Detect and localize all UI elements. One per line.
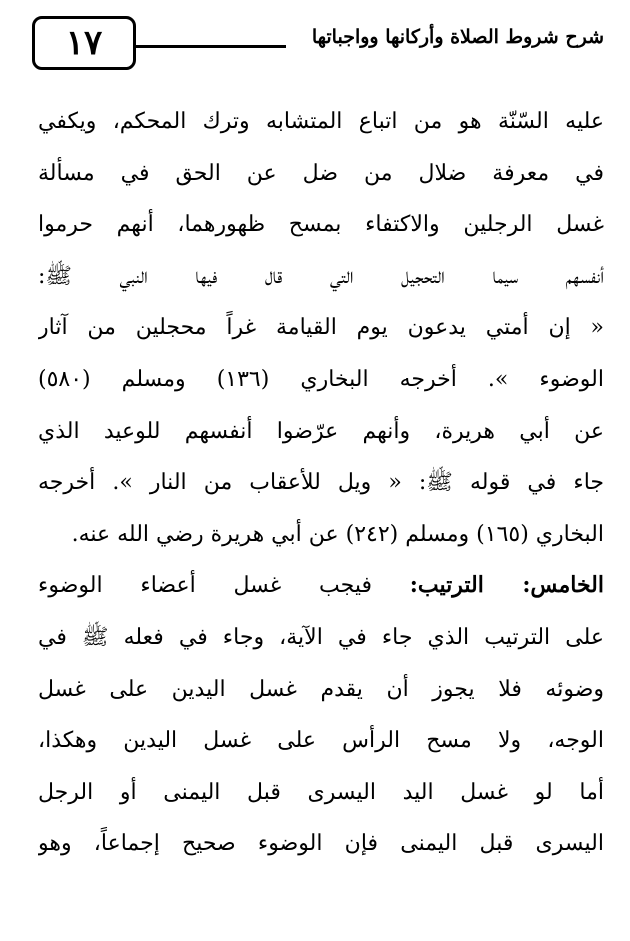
text-line: اليسرى قبل اليمنى فإن الوضوء صحيح إجماعاً، وهو — [38, 831, 604, 857]
text-line: أما لو غسل اليد اليسرى قبل اليمنى أو الرجل — [38, 779, 604, 805]
text-line: « إن أمتي يدعون يوم القيامة غراً محجلين من آثار — [38, 315, 604, 341]
text-line: عن أبي هريرة، وأنهم عرّضوا أنفسهم للوعيد الذي — [38, 418, 604, 444]
text-line: الوضوء ». أخرجه البخاري (١٣٦) ومسلم (٥٨٠) — [38, 366, 604, 392]
text-line: على الترتيب الذي جاء في الآية، وجاء في فعله ﷺ في — [38, 624, 604, 650]
text-line: في معرفة ضلال من ضل عن الحق في مسألة — [38, 160, 604, 186]
page-header — [32, 12, 604, 70]
section-term: الخامس: الترتيب: — [409, 572, 604, 599]
text-line: وضوئه فلا يجوز أن يقدم غسل اليدين على غسل — [38, 676, 604, 702]
text-line: عليه السّنّة هو من اتباع المتشابه وترك المحكم، ويكفي — [38, 109, 604, 134]
text-line: غسل الرجلين والاكتفاء بمسح ظهورهما، أنهم حرموا — [38, 212, 604, 238]
text-line: أنفسهم سيما التحجيل التي قال فيها النبي ﷺ: — [38, 263, 604, 289]
text-line: الوجه، ولا مسح الرأس على غسل اليدين وهكذا، — [38, 728, 604, 754]
page-number: ١٧ — [32, 16, 136, 70]
section-first-line-text: فيجب غسل أعضاء الوضوء — [38, 573, 373, 599]
header-rule — [136, 45, 286, 48]
section-first-line — [38, 560, 604, 612]
running-title: شرح شروط الصلاة وأركانها وواجباتها — [311, 26, 604, 48]
text-line: جاء في قوله ﷺ: « ويل للأعقاب من النار ». أخرجه — [38, 470, 604, 496]
text-line: البخاري (١٦٥) ومسلم (٢٤٢) عن أبي هريرة رضي الله عنه. — [71, 521, 604, 547]
body-text — [38, 96, 604, 870]
